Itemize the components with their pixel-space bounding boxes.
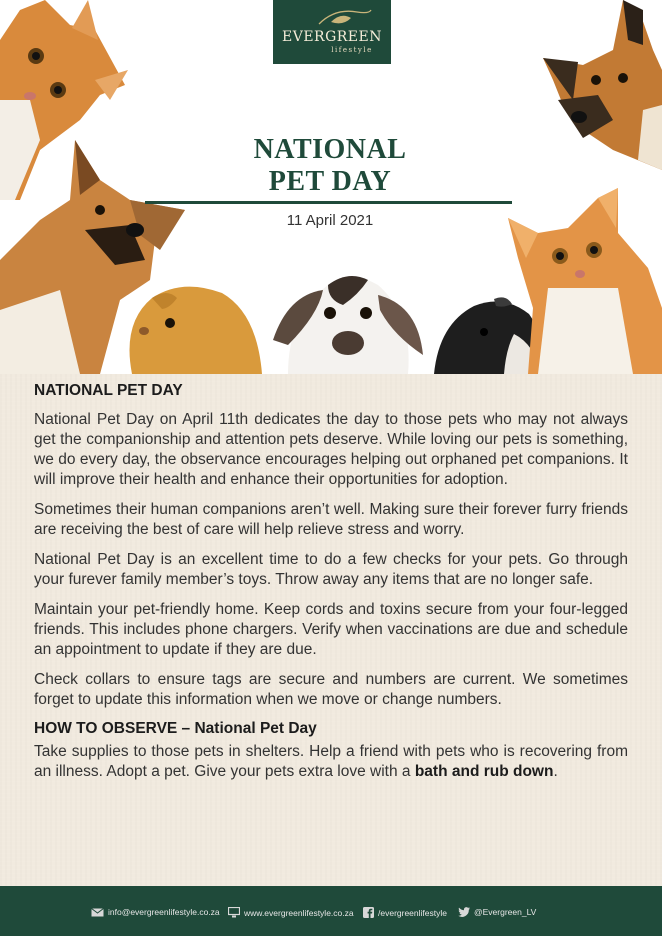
observe-end: . [553,763,558,780]
title-divider [145,201,512,204]
event-date: 11 April 2021 [286,212,374,229]
rabbit-image [268,265,428,374]
observe-heading: HOW TO OBSERVE – National Pet Day [34,720,317,737]
evergreen-logo [273,0,391,64]
footer [0,886,662,936]
footer-twitter[interactable] [458,907,536,917]
observe-bold-text: bath and rub down [414,763,554,780]
paragraph-intro: National Pet Day on April 11th dedicates the day to those pets who may not always get the companionship and attention pets deserve. While loving our pets is something, we do every day, the observance encourages helping out orphaned pet companions. It will improve their health and enhance their opportunities for adoption. [34,411,628,488]
twitter-icon [458,907,470,917]
footer-email[interactable] [91,907,220,917]
logo-name: EVERGREEN [281,29,382,45]
title-line-2: PET DAY [268,166,392,197]
title-line-1: NATIONAL [253,134,407,165]
article-heading: NATIONAL PET DAY [34,382,183,399]
paragraph-companions: Sometimes their human companions aren’t well. Making sure their forever furry friends are receiving the best of care will help relieve stress and worry. [34,501,628,538]
facebook-text: /evergreenlifestyle [378,907,447,918]
footer-website[interactable] [228,907,354,918]
dog-top-right-image [543,0,662,170]
observe-text: Take supplies to those pets in shelters. Help a friend with pets who is recovering from an illness. Adopt a pet. Give your pets extra love with a [34,743,628,780]
cat-right-image [508,188,662,374]
guinea-pig-image [122,283,262,374]
article-body [0,374,662,886]
paragraph-checks: National Pet Day is an excellent time to do a few checks for your pets. Go through your furever family member’s toys. Throw away any items that are no longer safe. [34,551,628,588]
logo-subtitle: lifestyle [331,46,373,54]
website-text: www.evergreenlifestyle.co.za [244,907,354,918]
paragraph-home: Maintain your pet-friendly home. Keep cords and toxins secure from your four-legged friends. This includes phone chargers. Verify when vaccinations are due and schedule an appointment to update if they are due. [34,601,628,658]
twitter-text: @Evergreen_LV [474,907,537,917]
email-text: info@evergreenlifestyle.co.za [108,907,220,917]
mail-icon [91,908,104,917]
footer-facebook[interactable] [363,907,447,918]
hero-banner [0,0,662,374]
paragraph-collars: Check collars to ensure tags are secure and numbers are current. We sometimes forget to update this information when we move or change numbers. [34,671,628,708]
leaf-icon [317,6,373,30]
page-title [200,134,460,198]
facebook-icon [363,907,374,918]
paragraph-observe [34,742,628,782]
monitor-icon [228,907,240,918]
